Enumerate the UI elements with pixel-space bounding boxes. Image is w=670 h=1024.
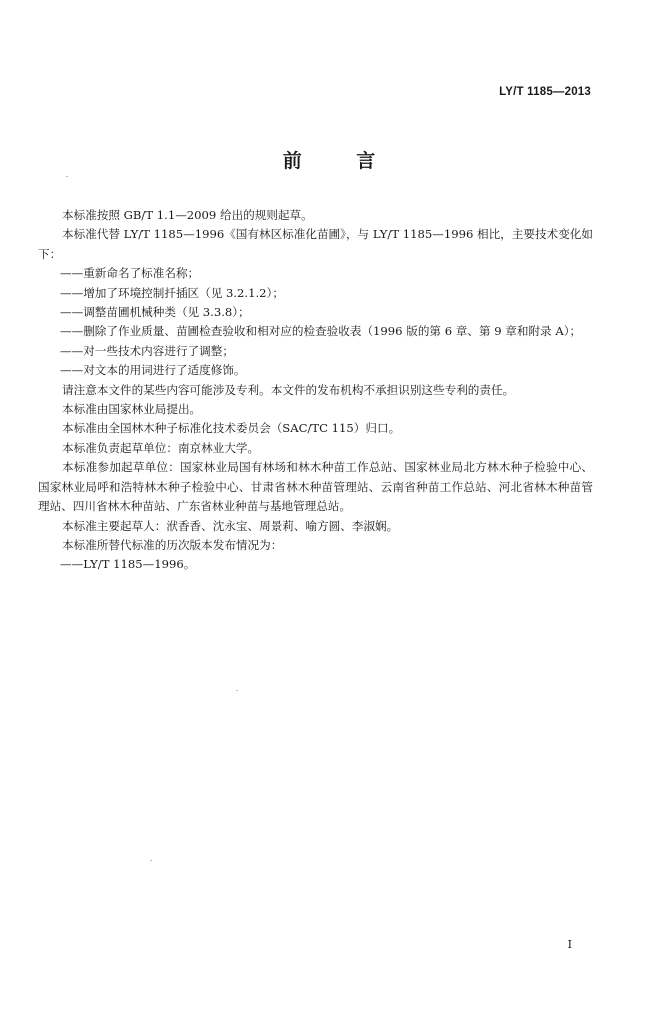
history-item: ——LY/T 1185—1996。 bbox=[60, 557, 196, 572]
paragraph-centralized-by: 本标准由全国林木种子标准化技术委员会（SAC/TC 115）归口。 bbox=[62, 421, 401, 436]
page-title: 前 言 bbox=[282, 150, 400, 172]
page-number: I bbox=[567, 938, 572, 951]
scan-speck bbox=[236, 690, 238, 691]
change-item: ——对一些技术内容进行了调整； bbox=[60, 343, 234, 358]
change-item: ——重新命名了标准名称； bbox=[60, 266, 200, 281]
paragraph-participating-units: 本标准参加起草单位：国家林业局国有林场和林木种苗工作总站、国家林业局北方林木种子检验中心、国家林业局呼和浩特林木种子检验中心、甘肃省林木种苗管理站、云南省种苗工作总站、河北省林木种苗管理站、四川省林木种苗站、广东省林业种苗与基地管理总站。 bbox=[38, 460, 593, 514]
paragraph-replaces: 本标准代替 LY/T 1185—1996《国有林区标准化苗圃》，与 LY/T 1185—1996 相比，主要技术变化如下： bbox=[38, 227, 593, 261]
foreword-body bbox=[38, 206, 593, 575]
change-item: ——对文本的用词进行了适度修饰。 bbox=[60, 363, 246, 378]
change-item: ——增加了环境控制扦插区（见 3.2.1.2）； bbox=[60, 285, 284, 300]
paragraph-main-drafters: 本标准主要起草人：洑香香、沈永宝、周景莉、喻方圆、李淑娴。 bbox=[62, 518, 399, 533]
paragraph-lead-drafter: 本标准负责起草单位：南京林业大学。 bbox=[62, 440, 260, 455]
paragraph-drafting-rules: 本标准按照 GB/T 1.1—2009 给出的规则起草。 bbox=[62, 208, 313, 222]
scan-speck bbox=[66, 176, 68, 177]
change-item: ——调整苗圃机械种类（见 3.3.8）； bbox=[60, 305, 250, 320]
paragraph-proposed-by: 本标准由国家林业局提出。 bbox=[62, 402, 202, 417]
paragraph-version-history: 本标准所替代标准的历次版本发布情况为： bbox=[62, 537, 283, 552]
scan-speck bbox=[150, 860, 152, 861]
standard-code: LY/T 1185—2013 bbox=[499, 86, 591, 98]
change-item: ——删除了作业质量、苗圃检查验收和相对应的检查验收表（1996 版的第 6 章、第 9 章和附录 A）； bbox=[60, 324, 582, 339]
paragraph-patent-notice: 请注意本文件的某些内容可能涉及专利。本文件的发布机构不承担识别这些专利的责任。 bbox=[62, 382, 515, 397]
